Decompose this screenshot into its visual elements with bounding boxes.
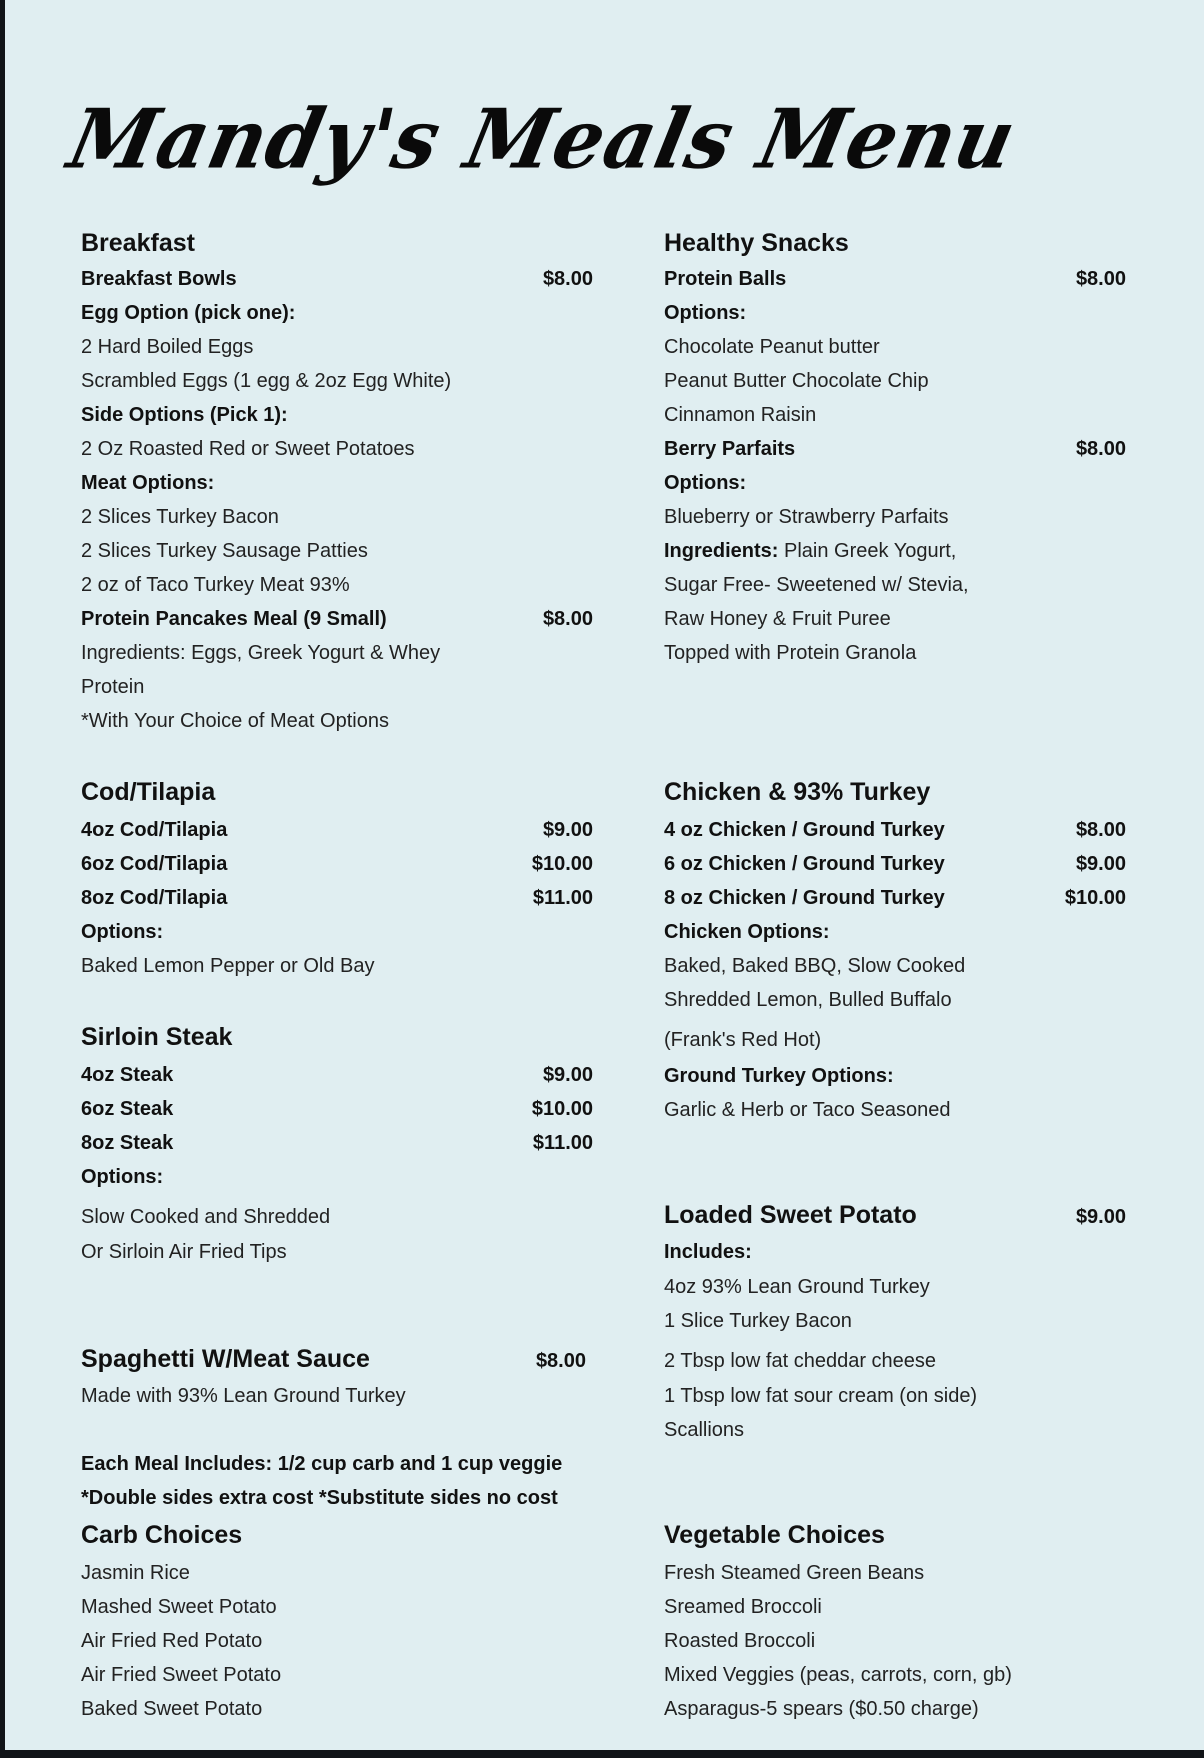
options-label: Options: — [81, 1166, 164, 1188]
options-label: Options: — [81, 921, 164, 943]
options-label: Side Options (Pick 1): — [81, 404, 288, 426]
option-text: Scrambled Eggs (1 egg & 2oz Egg White) — [81, 370, 452, 392]
list-item: Air Fried Sweet Potato — [81, 1664, 282, 1686]
option-text: 2 Tbsp low fat cheddar cheese — [664, 1350, 937, 1372]
option-text: Blueberry or Strawberry Parfaits — [664, 506, 949, 528]
option-text: 2 Slices Turkey Sausage Patties — [81, 540, 368, 562]
option-text: 1 Slice Turkey Bacon — [664, 1310, 852, 1332]
item-price: $9.00 — [1075, 853, 1126, 875]
ingredients-text: Plain Greek Yogurt, — [784, 540, 957, 562]
options-label: Options: — [664, 302, 747, 324]
item-price: $8.00 — [1075, 438, 1126, 460]
item-name: 8oz Cod/Tilapia — [81, 887, 228, 909]
item-price: $10.00 — [531, 1098, 593, 1120]
option-text: (Frank's Red Hot) — [664, 1029, 822, 1051]
option-text: Or Sirloin Air Fried Tips — [81, 1241, 287, 1263]
list-item: Asparagus-5 spears ($0.50 charge) — [664, 1698, 979, 1720]
ingredients-label: Ingredients: — [664, 540, 779, 562]
option-text: 1 Tbsp low fat sour cream (on side) — [664, 1385, 978, 1407]
description-text: Sugar Free- Sweetened w/ Stevia, — [664, 574, 969, 596]
option-text: Garlic & Herb or Taco Seasoned — [664, 1099, 951, 1121]
section-heading: Vegetable Choices — [664, 1521, 885, 1549]
options-label: Options: — [664, 472, 747, 494]
item-name: 4oz Steak — [81, 1064, 174, 1086]
item-price: $11.00 — [532, 887, 593, 909]
item-name: 6oz Steak — [81, 1098, 174, 1120]
option-text: Peanut Butter Chocolate Chip — [664, 370, 929, 392]
item-price: $9.00 — [542, 1064, 593, 1086]
item-price: $9.00 — [542, 819, 593, 841]
options-label: Chicken Options: — [664, 921, 830, 943]
item-price: $8.00 — [542, 268, 593, 290]
option-text: Slow Cooked and Shredded — [81, 1206, 331, 1228]
option-text: Baked, Baked BBQ, Slow Cooked — [664, 955, 966, 977]
item-name: 8oz Steak — [81, 1132, 174, 1154]
description-text: Raw Honey & Fruit Puree — [664, 608, 891, 630]
options-label: Ground Turkey Options: — [664, 1065, 894, 1087]
description-text: Made with 93% Lean Ground Turkey — [81, 1385, 406, 1407]
section-heading: Breakfast — [81, 229, 195, 257]
item-price: $10.00 — [531, 853, 593, 875]
section-heading: Healthy Snacks — [664, 229, 849, 257]
option-text: Cinnamon Raisin — [664, 404, 817, 426]
options-label: Includes: — [664, 1241, 752, 1263]
item-name: Protein Pancakes Meal (9 Small) — [81, 608, 387, 630]
item-price: $8.00 — [535, 1350, 586, 1372]
option-text: Baked Lemon Pepper or Old Bay — [81, 955, 375, 977]
option-text: Chocolate Peanut butter — [664, 336, 880, 358]
item-name: 6oz Cod/Tilapia — [81, 853, 228, 875]
option-text: 4oz 93% Lean Ground Turkey — [664, 1276, 930, 1298]
menu-title: Mandy's Meals Menu — [60, 92, 1024, 188]
item-name: 6 oz Chicken / Ground Turkey — [664, 853, 945, 875]
ingredients-line — [664, 536, 956, 566]
menu-page — [5, 0, 1204, 1750]
option-text: 2 Slices Turkey Bacon — [81, 506, 279, 528]
section-heading: Carb Choices — [81, 1521, 243, 1549]
option-text: Scallions — [664, 1419, 745, 1441]
item-price: $10.00 — [1064, 887, 1126, 909]
item-price: $8.00 — [1075, 268, 1126, 290]
option-text: Shredded Lemon, Bulled Buffalo — [664, 989, 952, 1011]
list-item: Fresh Steamed Green Beans — [664, 1562, 925, 1584]
item-price: $8.00 — [542, 608, 593, 630]
note-text: Each Meal Includes: 1/2 cup carb and 1 cup veggie — [81, 1453, 563, 1475]
item-price: $11.00 — [532, 1132, 593, 1154]
note-text: *Double sides extra cost *Substitute sides no cost — [81, 1487, 558, 1509]
list-item: Mashed Sweet Potato — [81, 1596, 277, 1618]
option-text: 2 Hard Boiled Eggs — [81, 336, 254, 358]
list-item: Roasted Broccoli — [664, 1630, 816, 1652]
options-label: Meat Options: — [81, 472, 215, 494]
description-text: Topped with Protein Granola — [664, 642, 917, 664]
item-price: $8.00 — [1075, 819, 1126, 841]
options-label: Egg Option (pick one): — [81, 302, 296, 324]
item-name: Breakfast Bowls — [81, 268, 237, 290]
list-item: Baked Sweet Potato — [81, 1698, 263, 1720]
item-name: 8 oz Chicken / Ground Turkey — [664, 887, 945, 909]
option-text: 2 oz of Taco Turkey Meat 93% — [81, 574, 350, 596]
section-heading: Cod/Tilapia — [81, 778, 216, 806]
option-text: 2 Oz Roasted Red or Sweet Potatoes — [81, 438, 415, 460]
description-text: *With Your Choice of Meat Options — [81, 710, 389, 732]
list-item: Jasmin Rice — [81, 1562, 190, 1584]
item-name: 4oz Cod/Tilapia — [81, 819, 228, 841]
item-name: Protein Balls — [664, 268, 787, 290]
item-name: 4 oz Chicken / Ground Turkey — [664, 819, 945, 841]
description-text: Ingredients: Eggs, Greek Yogurt & Whey — [81, 642, 441, 664]
list-item: Mixed Veggies (peas, carrots, corn, gb) — [664, 1664, 1012, 1686]
list-item: Sreamed Broccoli — [664, 1596, 822, 1618]
item-price: $9.00 — [1075, 1206, 1126, 1228]
section-heading: Chicken & 93% Turkey — [664, 778, 931, 806]
section-heading: Spaghetti W/Meat Sauce — [81, 1345, 370, 1373]
section-heading: Loaded Sweet Potato — [664, 1201, 917, 1229]
list-item: Air Fried Red Potato — [81, 1630, 263, 1652]
item-name: Berry Parfaits — [664, 438, 796, 460]
section-heading: Sirloin Steak — [81, 1023, 233, 1051]
description-text: Protein — [81, 676, 145, 698]
